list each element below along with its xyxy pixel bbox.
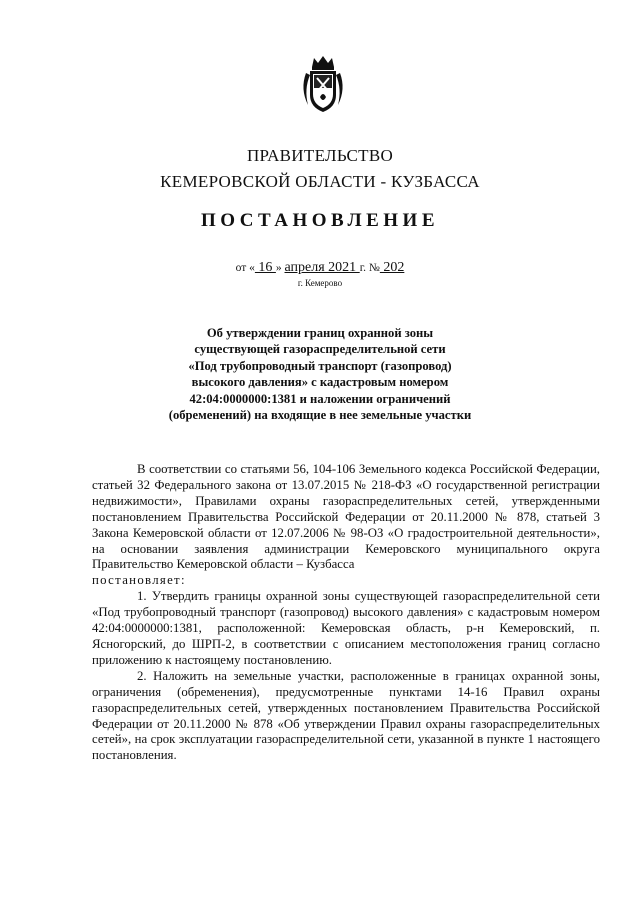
item-2-paragraph: 2. Наложить на земельные участки, расположенные в границах охранной зоны, ограничения (обременения), предусмотренные пунктами 14-16 Правил охраны газораспределительных сетей, утвержденных постановлением Правительства Российской Федерации от 20.11.2000 № 878 «Об утверждении Правил охраны газораспределительных сетей», на срок эксплуатации газораспределительной сети, указанной в пункте 1 настоящего постановления. [92,668,600,763]
document-type-title: ПОСТАНОВЛЕНИЕ [200,210,440,231]
kemerovo-coat-of-arms-icon [298,55,348,115]
subject-line: существующей газораспределительной сети [194,342,446,357]
item-1-paragraph: 1. Утвердить границы охранной зоны существующей газораспределительной сети «Под трубопроводный транспорт (газопровод) высокого давления» с кадастровым номером 42:04:0000000:1381, расположенной: Кемеровская область, р-н Кемеровский, п. Ясногорский, до ШРП-2, в соответствии с описанием местоположения границ согласно приложению к настоящему постановлению. [92,589,600,667]
day-suffix: » [275,262,282,274]
region-header: КЕМЕРОВСКОЙ ОБЛАСТИ - КУЗБАССА [160,172,480,191]
year-suffix: г. [359,262,366,274]
subject-line: высокого давления» с кадастровым номером [191,375,449,390]
decree-day: 16 [254,260,276,275]
intro-paragraph: В соответствии со статьями 56, 104-106 Земельного кодекса Российской Федерации, статьей 32 Федерального закона от 13.07.2015 № 218-ФЗ «О государственной регистрации недвижимости», Правилами охраны газораспределительных сетей, утвержденными постановлением Правительства Российской Федерации от 20.11.2000 № 878, статьей 3 Закона Кемеровской области от 12.07.2006 № 98-ОЗ «О градостроительной деятельности», на основании заявления администрации Кемеровского муниципального округа Правительство Кемеровской области – Кузбасса [92,462,600,572]
decree-month-year: апреля 2021 [284,260,360,275]
number-prefix: № [368,262,380,274]
decree-body [92,462,600,764]
date-prefix: от « [235,262,255,274]
subject-line: (обременений) на входящие в нее земельные участки [168,408,472,423]
decree-subject [150,325,490,423]
subject-line: «Под трубопроводный транспорт (газопровод) [188,358,452,373]
subject-line: 42:04:0000000:1381 и наложении ограничений [189,391,451,406]
decree-number: 202 [379,260,405,275]
subject-line: Об утверждении границ охранной зоны [206,326,434,340]
decree-date-number [0,260,640,276]
resolves-word: постановляет: [92,573,186,588]
government-header: ПРАВИТЕЛЬСТВО [246,146,394,165]
decree-city: г. Кемерово [297,278,343,288]
